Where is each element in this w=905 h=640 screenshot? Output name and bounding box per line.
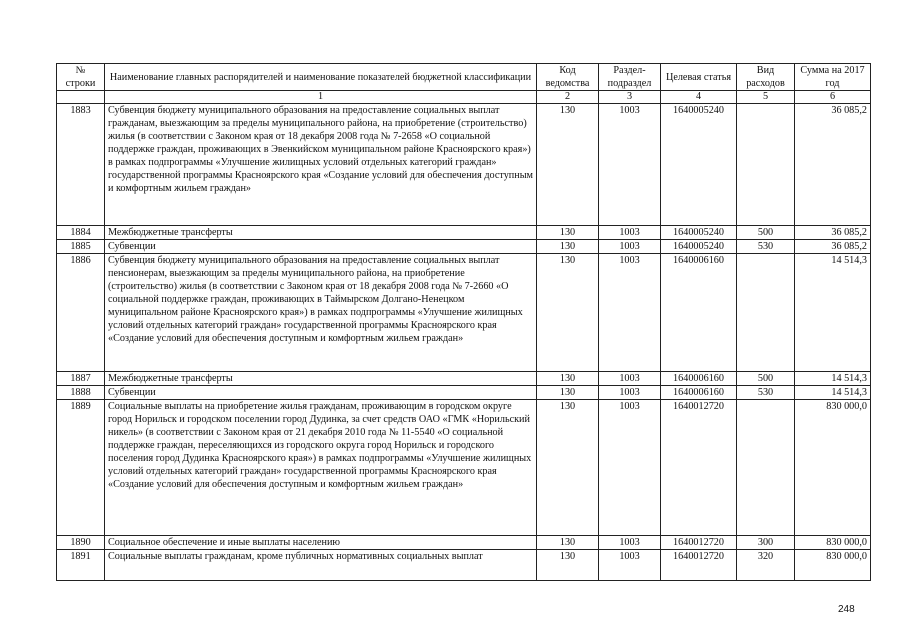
- row-name: Субвенции: [105, 386, 537, 400]
- row-target: 1640006160: [661, 254, 737, 372]
- row-number: 1884: [57, 226, 105, 240]
- table-row: [57, 240, 871, 254]
- row-name: Социальные выплаты на приобретение жилья гражданам, проживающим в городском округе город Норильск и городском поселении город Дудинка, за счет средств ОАО «ГМК «Норильский никель» (в соответствии с Законом края от 21 декабря 2010 года № 11-5540 «О социальной поддержке граждан, переселяющихся из городского округа город Норильск и городского поселения город Дудинка Красноярского края») в рамках подпрограммы «Улучшение жилищных условий отдельных категорий граждан» государственной программы Красноярского края «Создание условий для обеспечения доступным и комфортным жильем граждан»: [105, 400, 537, 536]
- row-name: Социальное обеспечение и иные выплаты населению: [105, 536, 537, 550]
- row-sum: 36 085,2: [795, 226, 871, 240]
- index-cell: 1: [105, 91, 537, 104]
- row-sum: 830 000,0: [795, 536, 871, 550]
- column-index-row: [57, 91, 871, 104]
- row-sum: 14 514,3: [795, 254, 871, 372]
- row-name: Межбюджетные трансферты: [105, 226, 537, 240]
- row-name: Субвенция бюджету муниципального образования на предоставление социальных выплат гражданам, выезжающим за пределы муниципального района, на приобретение (строительство) жилья (в соответствии с Законом края от 18 декабря 2008 года № 7-2658 «О социальной поддержке граждан, проживающих в Эвенкийском муниципальном районе Красноярского края») в рамках подпрограммы «Улучшение жилищных условий отдельных категорий граждан» государственной программы Красноярского края «Создание условий для обеспечения доступным и комфортным жильем граждан»: [105, 104, 537, 226]
- row-code: 130: [537, 400, 599, 536]
- table-row: [57, 372, 871, 386]
- index-cell: 2: [537, 91, 599, 104]
- row-type: [737, 254, 795, 372]
- row-number: 1889: [57, 400, 105, 536]
- table-row: [57, 536, 871, 550]
- row-number: 1891: [57, 550, 105, 581]
- row-code: 130: [537, 226, 599, 240]
- row-type: 530: [737, 240, 795, 254]
- row-section: 1003: [599, 240, 661, 254]
- table-row: [57, 226, 871, 240]
- header-row: [57, 64, 871, 91]
- row-sum: 830 000,0: [795, 400, 871, 536]
- row-target: 1640012720: [661, 536, 737, 550]
- row-type: 500: [737, 226, 795, 240]
- row-section: 1003: [599, 550, 661, 581]
- table-row: [57, 400, 871, 536]
- row-section: 1003: [599, 536, 661, 550]
- row-type: 300: [737, 536, 795, 550]
- header-type: Вид расходов: [737, 64, 795, 91]
- table-row: [57, 104, 871, 226]
- row-code: 130: [537, 254, 599, 372]
- budget-table: [56, 63, 871, 581]
- table-row: [57, 254, 871, 372]
- row-section: 1003: [599, 104, 661, 226]
- row-type: 320: [737, 550, 795, 581]
- row-target: 1640005240: [661, 240, 737, 254]
- index-cell: 5: [737, 91, 795, 104]
- header-name: Наименование главных распорядителей и наименование показателей бюджетной классификации: [105, 64, 537, 91]
- header-target: Целевая статья: [661, 64, 737, 91]
- row-type: [737, 400, 795, 536]
- row-target: 1640005240: [661, 104, 737, 226]
- row-target: 1640012720: [661, 400, 737, 536]
- row-number: 1890: [57, 536, 105, 550]
- index-cell: 4: [661, 91, 737, 104]
- row-section: 1003: [599, 386, 661, 400]
- header-sum: Сумма на 2017 год: [795, 64, 871, 91]
- table-row: [57, 386, 871, 400]
- row-section: 1003: [599, 254, 661, 372]
- row-target: 1640006160: [661, 386, 737, 400]
- row-code: 130: [537, 386, 599, 400]
- row-type: [737, 104, 795, 226]
- row-number: 1886: [57, 254, 105, 372]
- header-row-no: № строки: [57, 64, 105, 91]
- row-name: Межбюджетные трансферты: [105, 372, 537, 386]
- row-number: 1887: [57, 372, 105, 386]
- row-section: 1003: [599, 226, 661, 240]
- table-row: [57, 550, 871, 581]
- row-number: 1888: [57, 386, 105, 400]
- row-name: Социальные выплаты гражданам, кроме публичных нормативных социальных выплат: [105, 550, 537, 581]
- row-type: 500: [737, 372, 795, 386]
- row-sum: 14 514,3: [795, 386, 871, 400]
- row-target: 1640005240: [661, 226, 737, 240]
- row-sum: 14 514,3: [795, 372, 871, 386]
- row-section: 1003: [599, 400, 661, 536]
- row-sum: 36 085,2: [795, 240, 871, 254]
- row-name: Субвенция бюджету муниципального образования на предоставление социальных выплат пенсионерам, выезжающим за пределы муниципального района, на приобретение (строительство) жилья (в соответствии с Законом края от 18 декабря 2008 года № 7-2660 «О социальной поддержке граждан, проживающих в Таймырском Долгано-Ненецком муниципальном районе Красноярского края») в рамках подпрограммы «Улучшение жилищных условий отдельных категорий граждан» государственной программы Красноярского края «Создание условий для обеспечения доступным и комфортным жильем граждан»: [105, 254, 537, 372]
- row-code: 130: [537, 372, 599, 386]
- row-type: 530: [737, 386, 795, 400]
- header-section: Раздел- подраздел: [599, 64, 661, 91]
- row-number: 1885: [57, 240, 105, 254]
- row-section: 1003: [599, 372, 661, 386]
- row-target: 1640006160: [661, 372, 737, 386]
- row-sum: 36 085,2: [795, 104, 871, 226]
- row-sum: 830 000,0: [795, 550, 871, 581]
- index-cell: 6: [795, 91, 871, 104]
- row-code: 130: [537, 550, 599, 581]
- row-code: 130: [537, 240, 599, 254]
- page-number: 248: [838, 604, 855, 615]
- index-cell: [57, 91, 105, 104]
- row-code: 130: [537, 104, 599, 226]
- row-name: Субвенции: [105, 240, 537, 254]
- row-code: 130: [537, 536, 599, 550]
- header-code: Код ведомства: [537, 64, 599, 91]
- index-cell: 3: [599, 91, 661, 104]
- row-number: 1883: [57, 104, 105, 226]
- row-target: 1640012720: [661, 550, 737, 581]
